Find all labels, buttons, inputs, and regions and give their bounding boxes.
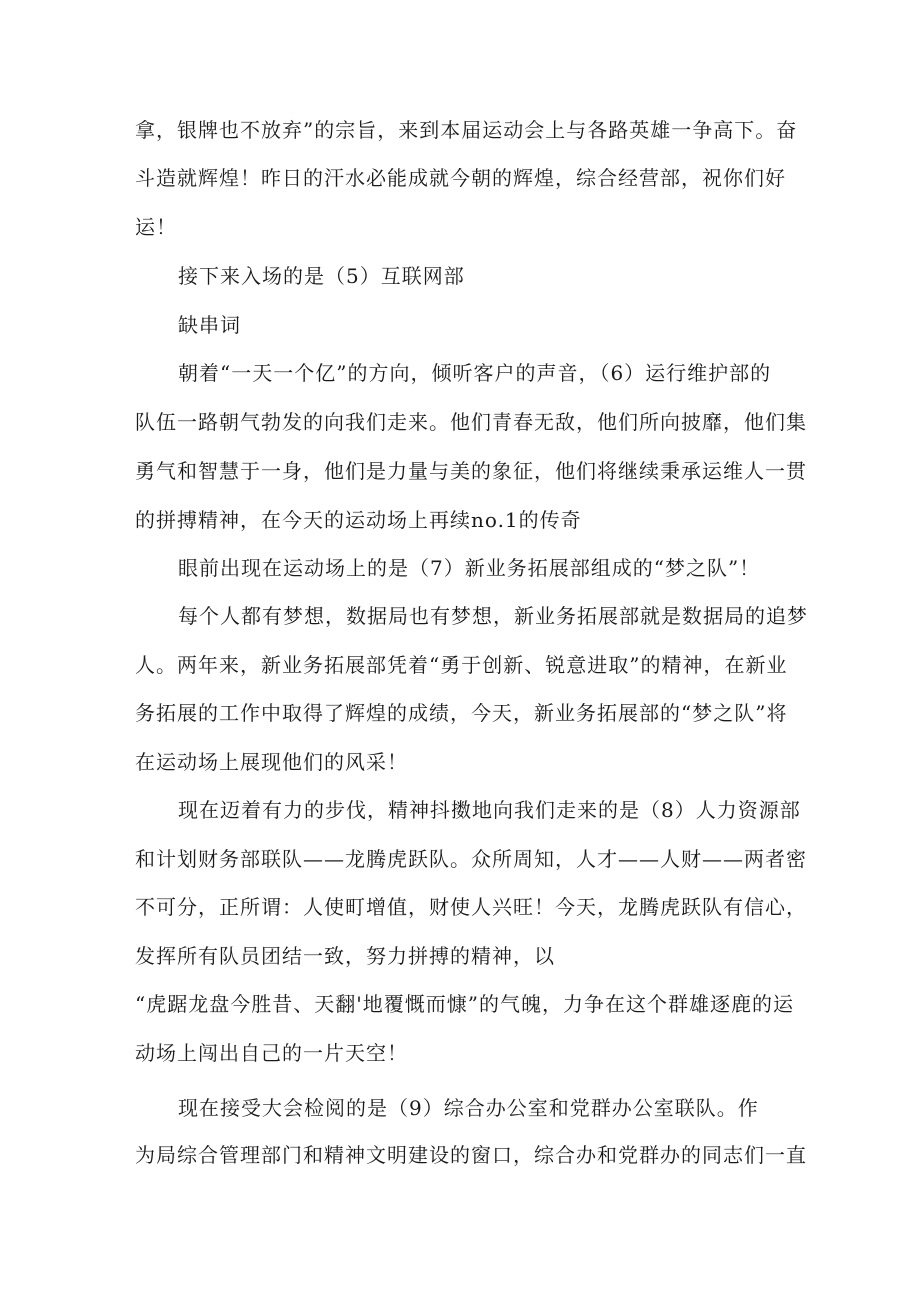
text-line: 接下来入场的是（5）互联网部 xyxy=(178,264,465,288)
text-line: 现在接受大会检阅的是（9）综合办公室和党群办公室联队。作 xyxy=(178,1096,759,1120)
text-line: 眼前出现在运动场上的是（7）新业务拓展部组成的“梦之队”！ xyxy=(178,556,761,580)
text-line: 人。两年来，新业务拓展部凭着“勇于创新、锐意进取”的精神，在新业 xyxy=(135,653,788,677)
text-line: 每个人都有梦想，数据局也有梦想，新业务拓展部就是数据局的追梦 xyxy=(178,604,808,628)
text-line: 发挥所有队员团结一致，努力拼搏的精神，以 xyxy=(135,944,555,968)
text-line: 现在迈着有力的步伐，精神抖擞地向我们走来的是（8）人力资源部 xyxy=(178,798,801,822)
text-line: 务拓展的工作中取得了辉煌的成绩，今天，新业务拓展部的“梦之队”将 xyxy=(135,701,788,725)
text-line: 动场上闯出自己的一片天空！ xyxy=(135,1041,408,1065)
text-line: “虎踞龙盘今胜昔、天翻'地覆慨而慷”的气魄，力争在这个群雄逐鹿的运 xyxy=(135,992,794,1016)
text-line: 斗造就辉煌！昨日的汗水必能成就今朝的辉煌，综合经营部，祝你们好 xyxy=(135,166,786,190)
text-line: 朝着“一天一个亿”的方向，倾听客户的声音，（6）运行维护部的 xyxy=(178,361,772,385)
text-line: 缺串词 xyxy=(178,313,241,337)
text-line: 勇气和智慧于一身，他们是力量与美的象征，他们将继续秉承运维人一贯 xyxy=(135,459,807,483)
text-line: 在运动场上展现他们的风采！ xyxy=(135,750,408,774)
text-line: 队伍一路朝气勃发的向我们走来。他们青春无敌，他们所向披靡，他们集 xyxy=(135,410,807,434)
text-line: 和计划财务部联队——龙腾虎跃队。众所周知，人才——人财——两者密 xyxy=(135,847,807,871)
text-line: 的拼搏精神，在今天的运动场上再续no.1的传奇 xyxy=(135,508,582,532)
text-line: 拿，银牌也不放弃”的宗旨，来到本届运动会上与各路英雄一争高下。奋 xyxy=(135,118,798,142)
text-line: 运！ xyxy=(135,215,177,239)
text-line: 不可分，正所谓：人使町增值，财使人兴旺！今天，龙腾虎跃队有信心， xyxy=(135,895,807,919)
text-line: 为局综合管理部门和精神文明建设的窗口，综合办和党群办的同志们一直 xyxy=(135,1143,807,1167)
